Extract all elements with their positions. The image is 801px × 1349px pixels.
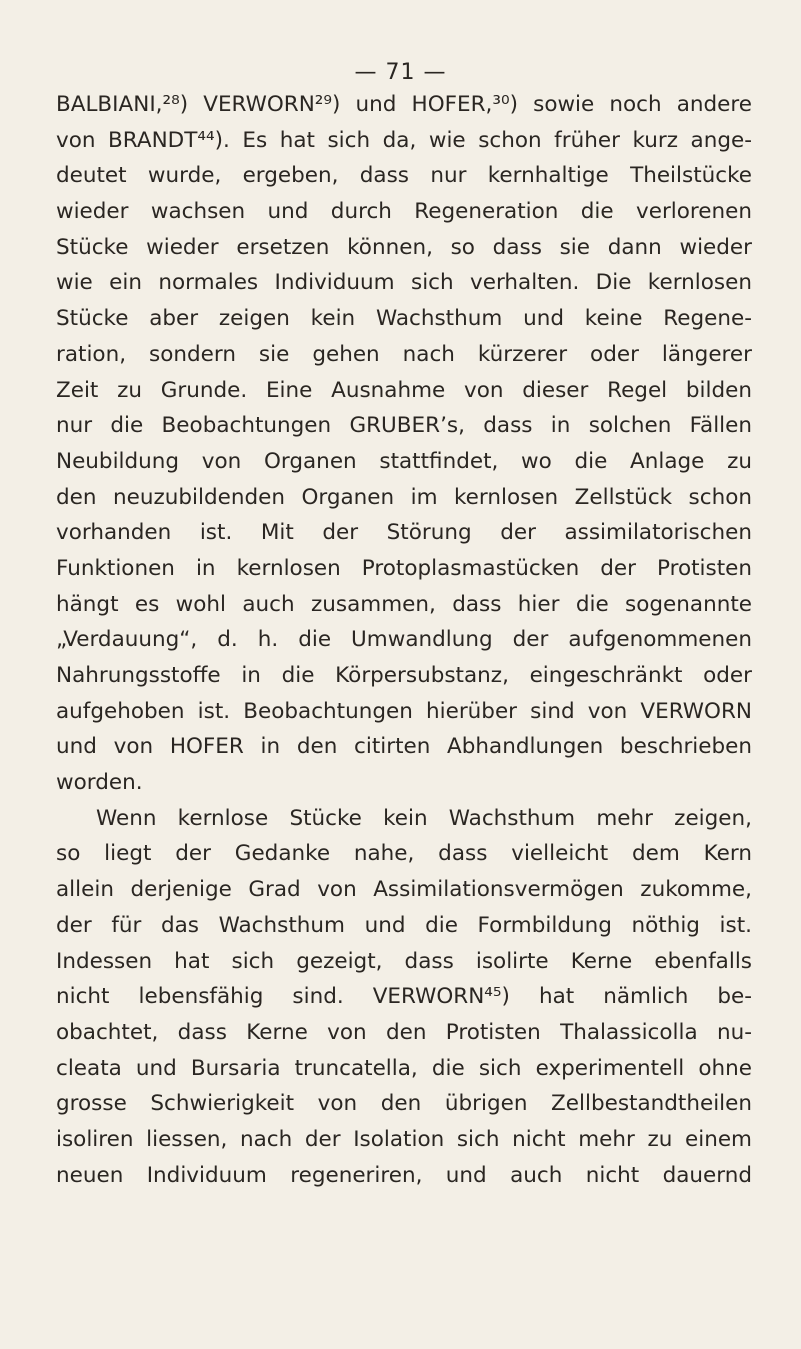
text-line: ration, sondern sie gehen nach kürzerer oder längerer xyxy=(56,341,752,367)
text-line: „Verdauung“, d. h. die Umwandlung der aufgenommenen xyxy=(56,627,752,653)
text-line: neuen Individuum regeneriren, und auch nicht dauernd xyxy=(56,1162,752,1188)
text-line: Stücke wieder ersetzen können, so dass sie dann wieder xyxy=(56,234,752,260)
text-line: worden. xyxy=(56,770,143,796)
text-line: den neuzubildenden Organen im kernlosen Zellstück schon xyxy=(56,484,752,510)
text-line: nur die Beobachtungen GRUBER’s, dass in solchen Fällen xyxy=(56,413,752,439)
text-line: vorhanden ist. Mit der Störung der assimilatorischen xyxy=(56,520,752,546)
text-line: der für das Wachsthum und die Formbildung nöthig ist. xyxy=(56,912,752,938)
text-line: wie ein normales Individuum sich verhalten. Die kernlosen xyxy=(56,270,752,296)
text-line: Funktionen in kernlosen Protoplasmastücken der Protisten xyxy=(56,555,752,581)
text-line: wieder wachsen und durch Regeneration die verlorenen xyxy=(56,199,752,225)
text-line: Nahrungsstoffe in die Körpersubstanz, eingeschränkt oder xyxy=(56,663,752,688)
text-line: Indessen hat sich gezeigt, dass isolirte Kerne ebenfalls xyxy=(56,948,752,974)
text-line: aufgehoben ist. Beobachtungen hierüber sind von VERWORN xyxy=(56,698,752,724)
text-line: von BRANDT⁴⁴). Es hat sich da, wie schon früher kurz ange- xyxy=(56,127,752,153)
text-line: nicht lebensfähig sind. VERWORN⁴⁵) hat nämlich be- xyxy=(56,984,752,1010)
text-line: so liegt der Gedanke nahe, dass vielleicht dem Kern xyxy=(56,841,752,867)
page-number: — 71 — xyxy=(354,60,447,85)
text-line: deutet wurde, ergeben, dass nur kernhaltige Theilstücke xyxy=(56,163,752,189)
text-line: hängt es wohl auch zusammen, dass hier die sogenannte xyxy=(56,591,752,617)
text-line: Wenn kernlose Stücke kein Wachsthum mehr zeigen, xyxy=(96,805,752,831)
text-line: obachtet, dass Kerne von den Protisten Thalassicolla nu- xyxy=(56,1019,752,1045)
text-line: isoliren liessen, nach der Isolation sich nicht mehr zu einem xyxy=(56,1126,752,1152)
text-line: cleata und Bursaria truncatella, die sich experimentell ohne xyxy=(56,1055,752,1081)
text-line: allein derjenige Grad von Assimilationsvermögen zukomme, xyxy=(56,877,752,903)
text-line: grosse Schwierigkeit von den übrigen Zellbestandtheilen xyxy=(56,1091,752,1117)
text-line: Zeit zu Grunde. Eine Ausnahme von dieser Regel bilden xyxy=(56,377,752,403)
text-line: Neubildung von Organen stattfindet, wo die Anlage zu xyxy=(56,448,752,474)
body-text xyxy=(56,87,752,1193)
text-line: und von HOFER in den citirten Abhandlungen beschrieben xyxy=(56,734,752,760)
text-line: BALBIANI,²⁸) VERWORN²⁹) und HOFER,³⁰) sowie noch andere xyxy=(56,92,752,117)
text-line: Stücke aber zeigen kein Wachsthum und keine Regene- xyxy=(56,306,752,332)
